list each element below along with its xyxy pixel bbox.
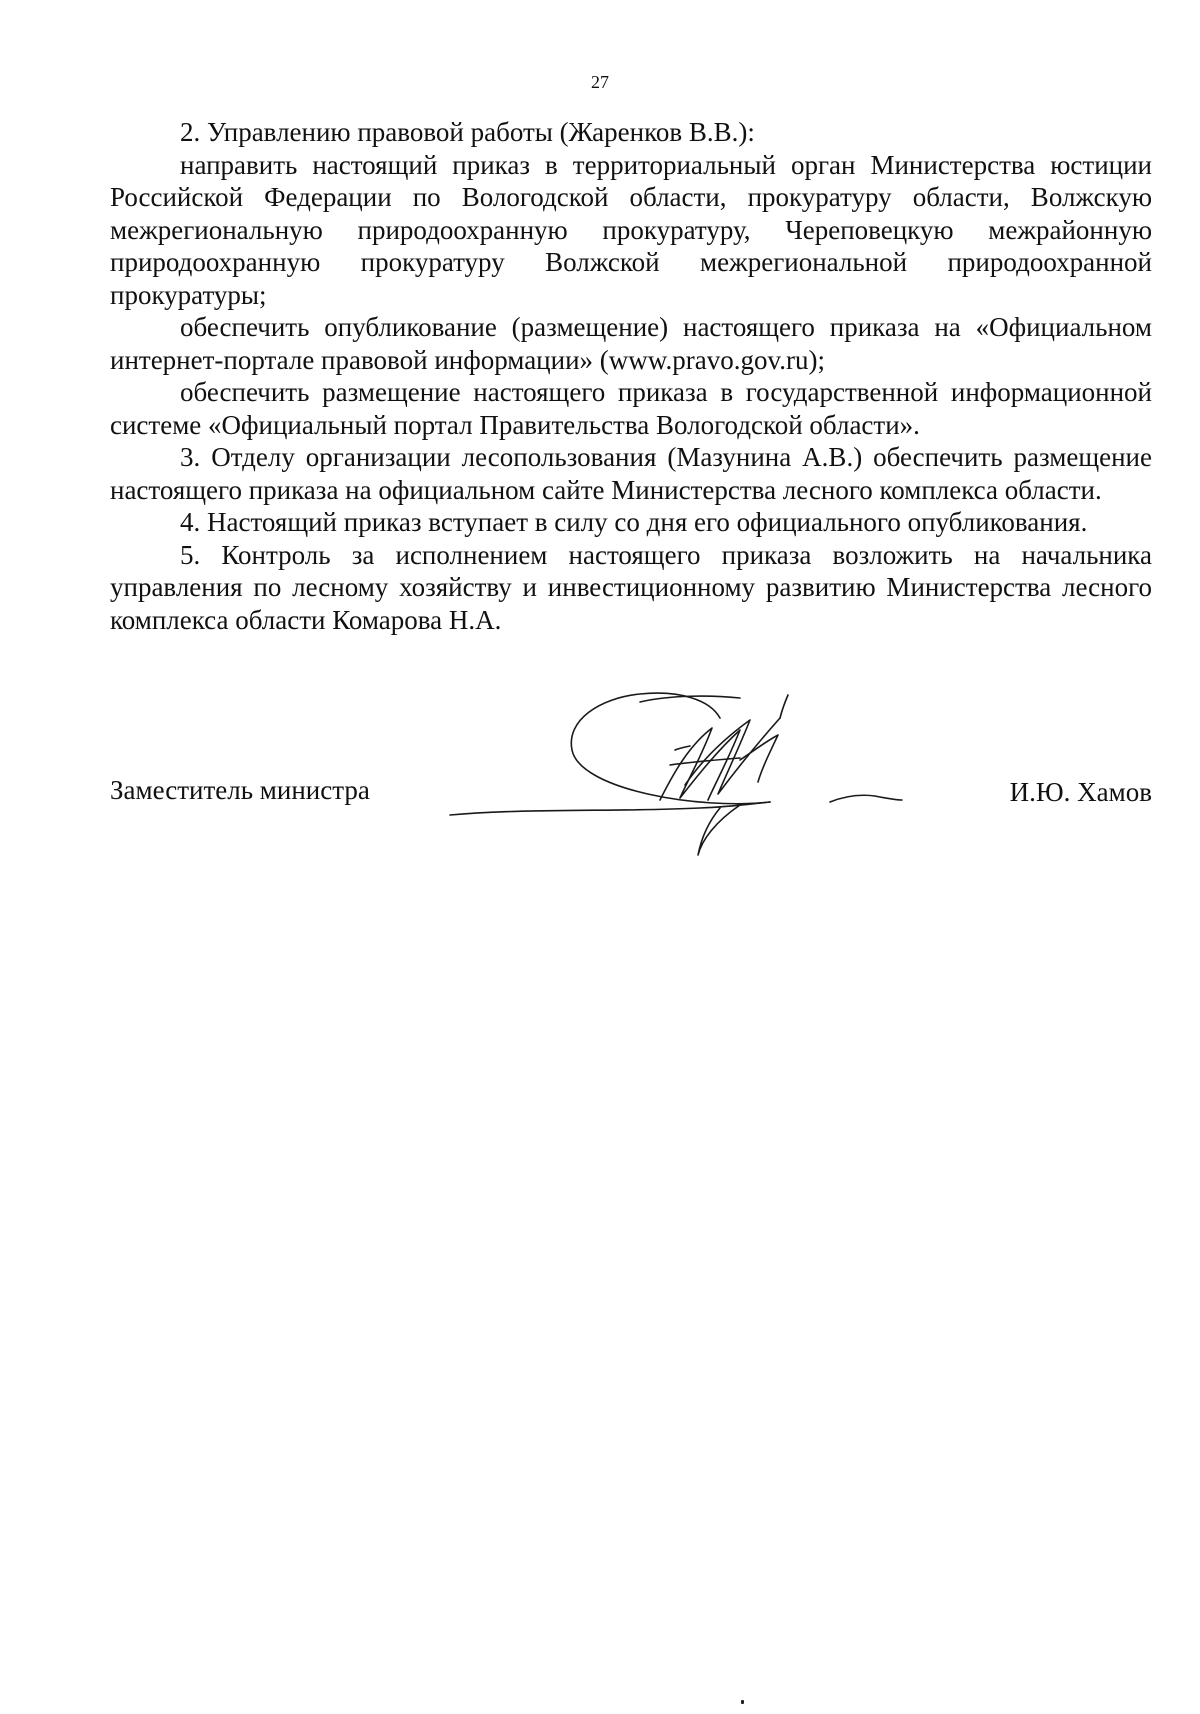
paragraph-4: 4. Настоящий приказ вступает в силу со дня его официального опубликования. bbox=[180, 507, 1088, 537]
paragraph-3: 3. Отделу организации лесопользования (Мазунина А.В.) обеспечить размещение настоящего приказа на официальном сайте Министерства лесного комплекса области. bbox=[110, 442, 1152, 505]
signatory-title: Заместитель министра bbox=[110, 775, 370, 805]
paragraph-2-item-publish: обеспечить опубликование (размещение) настоящего приказа на «Официальном интернет-портале правовой информации» (www.pravo.gov.ru); bbox=[110, 312, 1152, 375]
document-body bbox=[110, 116, 1152, 636]
paragraph-2-item-send: направить настоящий приказ в территориальный орган Министерства юстиции Российской Федерации по Вологодской области, прокуратуру области, Волжскую межрегиональную природоохранную прокуратуру, Череповецкую межрайонную природоохранную прокуратуру Волжской межрегиональной природоохранной прокуратуры; bbox=[110, 149, 1152, 310]
paragraph-5: 5. Контроль за исполнением настоящего приказа возложить на начальника управления по лесному хозяйству и инвестиционному развитию Министерства лесного комплекса области Комарова Н.А. bbox=[110, 539, 1152, 635]
paragraph-2-item-portal: обеспечить размещение настоящего приказа в государственной информационной системе «Официальный портал Правительства Вологодской области». bbox=[110, 377, 1152, 440]
scan-speck bbox=[741, 1700, 744, 1704]
signatory-name: И.Ю. Хамов bbox=[1009, 777, 1152, 807]
paragraph-2: 2. Управлению правовой работы (Жаренков В.В.): bbox=[180, 117, 755, 147]
page-number: 27 bbox=[591, 72, 609, 92]
signature-block bbox=[110, 775, 1152, 815]
